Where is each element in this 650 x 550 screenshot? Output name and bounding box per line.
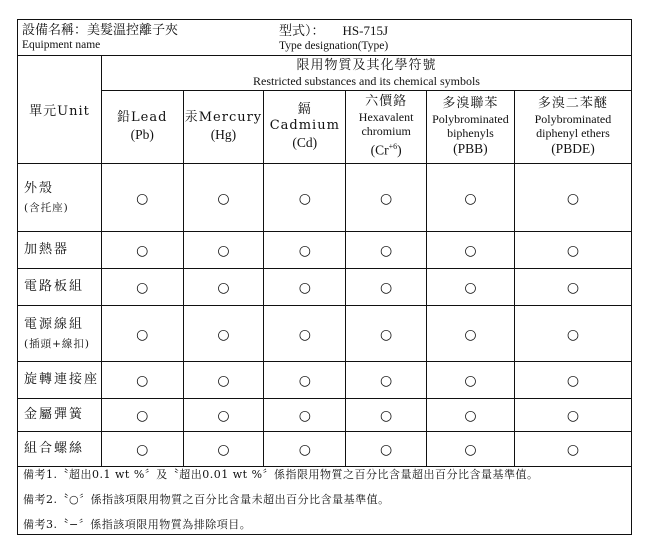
component-cell (18, 231, 101, 268)
compliance-cell (183, 231, 264, 268)
compliance-cell (426, 361, 514, 398)
compliance-cell (426, 431, 514, 466)
component-cell (18, 305, 101, 361)
substance-name: 鉛Lead (117, 110, 168, 125)
unit-label: 單元Unit (29, 103, 90, 119)
equipment-name-en: Equipment name (22, 39, 101, 51)
compliant-mark-icon: ○ (464, 243, 477, 259)
table-row (18, 268, 631, 305)
compliant-mark-icon: ○ (217, 190, 230, 207)
chromium-superscript: +6 (388, 142, 398, 152)
compliance-cell (264, 268, 346, 305)
compliant-mark-icon: ○ (136, 408, 149, 424)
compliance-cell (426, 398, 514, 431)
model-number: HS-715J (342, 23, 389, 38)
compliant-mark-icon: ○ (136, 190, 149, 207)
substance-header-lead (101, 90, 183, 163)
compliance-cell (264, 361, 346, 398)
note-2: 備考2.〝○〞係指該項限用物質之百分比含量未超出百分比含量基準值。 (23, 493, 390, 506)
substance-symbol-base: (Cr (370, 142, 389, 158)
component-name: 旋轉連接座 (24, 372, 100, 387)
substance-name-en: Polybrominated biphenyls (432, 112, 509, 140)
substance-name-en: Polybrominated diphenyl ethers (534, 112, 612, 140)
compliant-mark-icon: ○ (380, 326, 393, 343)
compliant-mark-icon: ○ (298, 326, 311, 343)
compliance-cell (426, 305, 514, 361)
compliant-mark-icon: ○ (566, 280, 580, 296)
substance-symbol (346, 138, 426, 159)
compliant-mark-icon: ○ (464, 373, 477, 389)
compliant-mark-icon: ○ (464, 280, 477, 296)
component-cell (18, 361, 101, 398)
substance-symbol: (PBDE) (551, 141, 595, 156)
compliant-mark-icon: ○ (566, 442, 580, 458)
compliance-cell (346, 361, 427, 398)
substance-name: 多溴二苯醚 (537, 96, 608, 111)
compliance-cell (101, 361, 183, 398)
table-row (18, 361, 631, 398)
compliant-mark-icon: ○ (464, 190, 477, 207)
compliance-cell (101, 431, 183, 466)
compliant-mark-icon: ○ (380, 442, 393, 458)
compliant-mark-icon: ○ (136, 243, 149, 259)
restricted-substances-table (18, 56, 631, 467)
component-name: 外殼 (24, 180, 55, 196)
compliant-mark-icon: ○ (136, 326, 149, 343)
compliance-cell (264, 163, 346, 231)
compliant-mark-icon: ○ (298, 408, 311, 424)
compliance-cell (264, 398, 346, 431)
substance-header-pbde (514, 90, 631, 163)
compliant-mark-icon: ○ (136, 280, 149, 296)
compliance-cell (183, 163, 264, 231)
restricted-title-zh: 限用物質及其化學符號 (296, 57, 437, 73)
compliance-cell (101, 231, 183, 268)
compliant-mark-icon: ○ (298, 280, 311, 296)
compliant-mark-icon: ○ (464, 442, 477, 458)
compliance-cell (514, 361, 631, 398)
component-cell (18, 431, 101, 466)
substance-header-cadmium (264, 90, 346, 163)
compliant-mark-icon: ○ (380, 408, 393, 424)
compliance-cell (183, 268, 264, 305)
component-subtitle: (插頭+線扣) (24, 337, 90, 350)
table-row (18, 231, 631, 268)
compliance-cell (264, 231, 346, 268)
component-subtitle: (含托座) (24, 201, 69, 214)
compliant-mark-icon: ○ (566, 190, 580, 207)
compliant-mark-icon: ○ (298, 190, 311, 207)
compliance-cell (426, 268, 514, 305)
substance-header-chromium (346, 90, 427, 163)
component-cell (18, 268, 101, 305)
compliant-mark-icon: ○ (566, 326, 580, 343)
restricted-title-en: Restricted substances and its chemical symbols (253, 73, 480, 88)
component-cell (18, 163, 101, 231)
compliance-cell (183, 305, 264, 361)
compliance-cell (346, 231, 427, 268)
compliance-cell (264, 431, 346, 466)
substance-symbol: (Pb) (130, 127, 154, 142)
type-designation-block (279, 23, 388, 54)
substance-symbol: (PBB) (453, 141, 488, 156)
compliance-cell (514, 431, 631, 466)
compliance-cell (264, 305, 346, 361)
compliance-cell (183, 431, 264, 466)
compliant-mark-icon: ○ (217, 408, 230, 424)
compliance-cell (101, 163, 183, 231)
substance-name: 六價鉻 (365, 94, 408, 110)
component-name: 電路板組 (24, 279, 85, 294)
compliant-mark-icon: ○ (380, 373, 393, 389)
substance-name: 汞Mercury (184, 110, 263, 125)
compliant-mark-icon: ○ (217, 373, 230, 389)
substance-name: 鎘Cadmium (269, 102, 340, 133)
compliance-cell (514, 163, 631, 231)
component-name: 組合螺絲 (24, 441, 85, 456)
compliance-cell (183, 398, 264, 431)
compliance-cell (346, 268, 427, 305)
compliant-mark-icon: ○ (217, 326, 230, 343)
substance-symbol: (Cd) (292, 135, 318, 150)
compliant-mark-icon: ○ (298, 243, 311, 259)
compliance-cell (346, 431, 427, 466)
type-designation-en: Type designation(Type) (279, 40, 389, 52)
compliance-cell (101, 305, 183, 361)
equipment-name-zh: 設備名稱：美髮溫控離子夾 (22, 23, 179, 38)
compliance-cell (346, 398, 427, 431)
substance-name: 多溴聯苯 (442, 96, 499, 111)
compliant-mark-icon: ○ (566, 408, 580, 424)
table-row (18, 398, 631, 431)
compliant-mark-icon: ○ (380, 190, 393, 207)
compliance-cell (101, 398, 183, 431)
equipment-name-block (22, 23, 178, 53)
substance-name-en: Hexavalent chromium (358, 110, 414, 139)
rohs-declaration-sheet (17, 19, 632, 535)
component-cell (18, 398, 101, 431)
type-designation-zh: 型式）： (279, 24, 325, 39)
compliance-cell (346, 163, 427, 231)
component-name: 加熱器 (24, 242, 70, 257)
compliance-cell (514, 231, 631, 268)
compliance-cell (183, 361, 264, 398)
table-row (18, 305, 631, 361)
compliant-mark-icon: ○ (136, 442, 149, 458)
compliant-mark-icon: ○ (217, 280, 230, 296)
substance-symbol: (Hg) (210, 127, 237, 142)
unit-header-cell (18, 56, 101, 163)
compliant-mark-icon: ○ (566, 373, 580, 389)
substance-header-pbb (426, 90, 514, 163)
compliant-mark-icon: ○ (464, 408, 477, 424)
compliance-cell (101, 268, 183, 305)
compliant-mark-icon: ○ (298, 373, 311, 389)
substance-symbol-close: ) (397, 142, 402, 158)
compliance-cell (346, 305, 427, 361)
compliance-cell (514, 305, 631, 361)
compliant-mark-icon: ○ (464, 326, 477, 343)
component-name: 金屬彈簧 (24, 407, 85, 422)
compliance-cell (426, 163, 514, 231)
compliance-cell (426, 231, 514, 268)
compliant-mark-icon: ○ (566, 243, 580, 259)
restricted-header-cell (101, 56, 631, 90)
compliant-mark-icon: ○ (380, 280, 393, 296)
compliant-mark-icon: ○ (298, 442, 311, 458)
table-row (18, 431, 631, 466)
substance-header-mercury (183, 90, 264, 163)
note-1: 備考1.〝超出0.1 wt %〞及〝超出0.01 wt %〞係指限用物質之百分比含量超出百分比含量基準值。 (23, 468, 539, 481)
compliant-mark-icon: ○ (136, 373, 149, 389)
compliant-mark-icon: ○ (217, 442, 230, 458)
compliant-mark-icon: ○ (380, 243, 393, 259)
compliance-cell (514, 398, 631, 431)
note-3: 備考3.〝−〞係指該項限用物質為排除項目。 (23, 518, 252, 531)
compliance-cell (514, 268, 631, 305)
header-row (18, 20, 631, 56)
component-name: 電源線組 (24, 316, 85, 332)
compliant-mark-icon: ○ (217, 243, 230, 259)
table-row (18, 163, 631, 231)
